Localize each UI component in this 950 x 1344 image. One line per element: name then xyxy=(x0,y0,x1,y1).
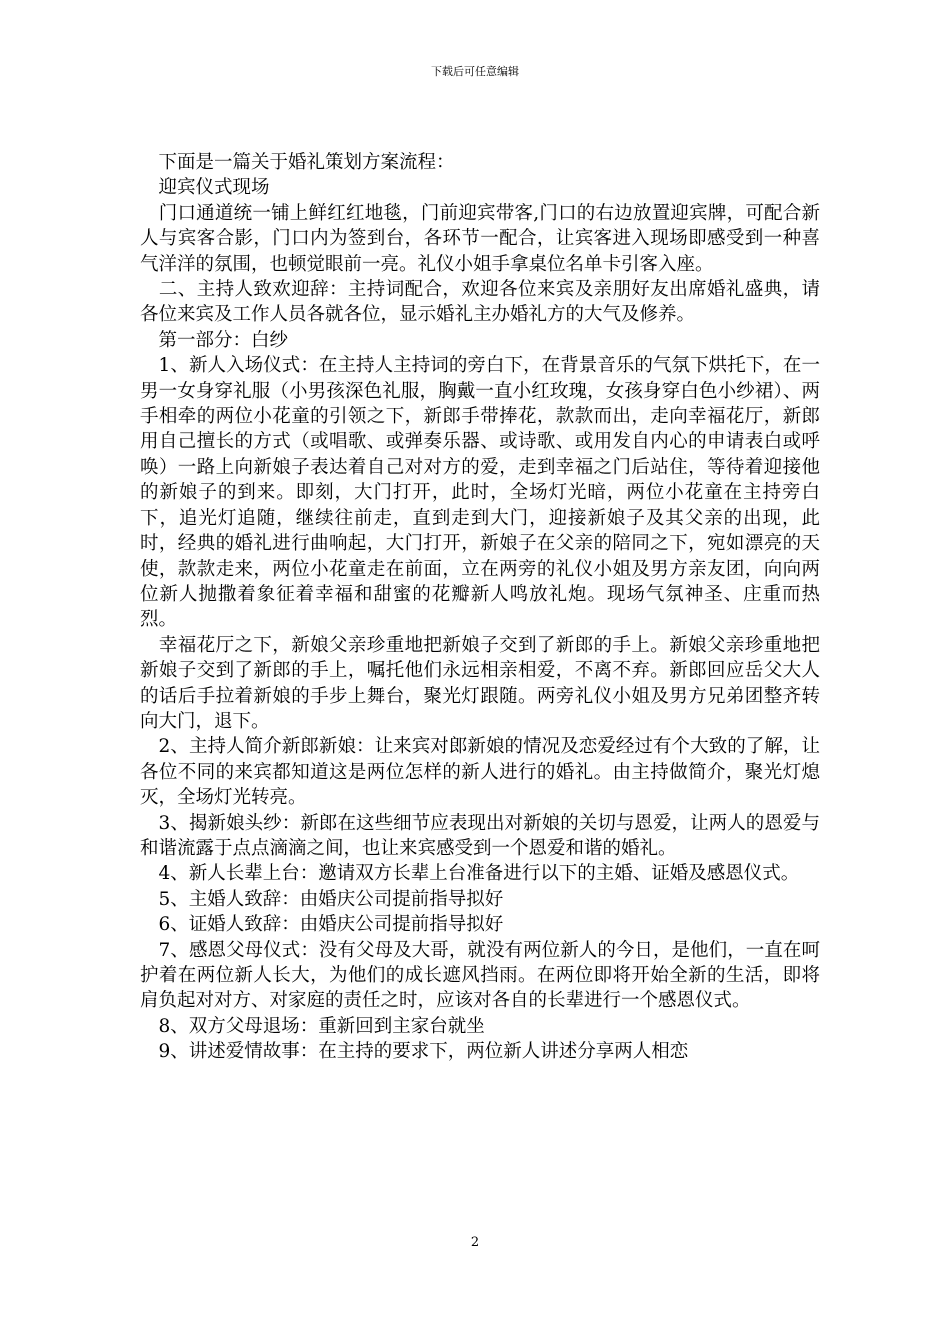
paragraph-host-welcome: 二、主持人致欢迎辞：主持词配合，欢迎各位来宾及亲朋好友出席婚礼盛典，请各位来宾及工作人员各就各位，显示婚礼主办婚礼方的大气及修养。 xyxy=(140,279,820,326)
paragraph-item-4: 4、新人长辈上台：邀请双方长辈上台准备进行以下的主婚、证婚及感恩仪式。 xyxy=(140,863,800,885)
paragraph-item-5: 5、主婚人致辞：由婚庆公司提前指导拟好 xyxy=(140,888,504,910)
paragraph-item-7: 7、感恩父母仪式：没有父母及大哥，就没有两位新人的今日，是他们，一直在呵护着在两位新人长大，为他们的成长遮风挡雨。在两位即将开始全新的生活，即将肩负起对对方、对家庭的责任之时，应该对各自的长辈进行一个感恩仪式。 xyxy=(140,939,820,1012)
page-number: 2 xyxy=(470,1235,480,1250)
document-body xyxy=(140,150,820,1065)
paragraph-entrance: 门口通道统一铺上鲜红红地毯，门前迎宾带客,门口的右边放置迎宾牌，可配合新人与宾客合影，门口内为签到台，各环节一配合，让宾客进入现场即感受到一种喜气洋洋的氛围，也顿觉眼前一亮。礼仪小姐手拿桌位名单卡引客入座。 xyxy=(140,202,820,275)
paragraph-item-3: 3、揭新娘头纱：新郎在这些细节应表现出对新娘的关切与恩爱，让两人的恩爱与和谐流露于点点滴滴之间，也让来宾感受到一个恩爱和谐的婚礼。 xyxy=(140,812,820,859)
section-heading-part-one: 第一部分：白纱 xyxy=(140,329,289,351)
paragraph-item-6: 6、证婚人致辞：由婚庆公司提前指导拟好 xyxy=(140,914,504,936)
paragraph-item-1: 1、新人入场仪式：在主持人主持词的旁白下，在背景音乐的气氛下烘托下，在一男一女身穿礼服（小男孩深色礼服，胸戴一直小红玫瑰，女孩身穿白色小纱裙）、两手相牵的两位小花童的引领之下，新郎手带捧花，款款而出，走向幸福花厅，新郎用自己擅长的方式（或唱歌、或弹奏乐器、或诗歌、或用发自内心的申请表白或呼唤）一路上向新娘子表达着自己对对方的爱，走到幸福之门后站住，等待着迎接他的新娘子的到来。即刻，大门打开，此时，全场灯光暗，两位小花童在主持旁白下，追光灯追随，继续往前走，直到走到大门，迎接新娘子及其父亲的出现，此时，经典的婚礼进行曲响起，大门打开，新娘子在父亲的陪同之下，宛如漂亮的天使，款款走来，两位小花童走在前面，立在两旁的礼仪小姐及男方亲友团，向向两位新人抛撒着象征着幸福和甜蜜的花瓣新人鸣放礼炮。现场气氛神圣、庄重而热烈。 xyxy=(140,355,820,631)
paragraph-happiness-hall: 幸福花厅之下，新娘父亲珍重地把新娘子交到了新郎的手上。新娘父亲珍重地把新娘子交到了新郎的手上，嘱托他们永远相亲相爱，不离不弃。新郎回应岳父大人的话后手拉着新娘的手步上舞台，聚光灯跟随。两旁礼仪小姐及男方兄弟团整齐转向大门，退下。 xyxy=(140,634,820,732)
paragraph-item-2: 2、主持人简介新郎新娘：让来宾对郎新娘的情况及恋爱经过有个大致的了解，让各位不同的来宾都知道这是两位怎样的新人进行的婚礼。由主持做简介，聚光灯熄灭，全场灯光转亮。 xyxy=(140,736,820,809)
paragraph-item-8: 8、双方父母退场：重新回到主家台就坐 xyxy=(140,1015,485,1037)
section-heading-welcome: 迎宾仪式现场 xyxy=(140,177,270,199)
page-header: 下载后可任意编辑 xyxy=(431,65,519,78)
paragraph-item-9: 9、讲述爱情故事：在主持的要求下，两位新人讲述分享两人相恋 xyxy=(140,1041,689,1063)
intro-line: 下面是一篇关于婚礼策划方案流程： xyxy=(140,152,455,173)
